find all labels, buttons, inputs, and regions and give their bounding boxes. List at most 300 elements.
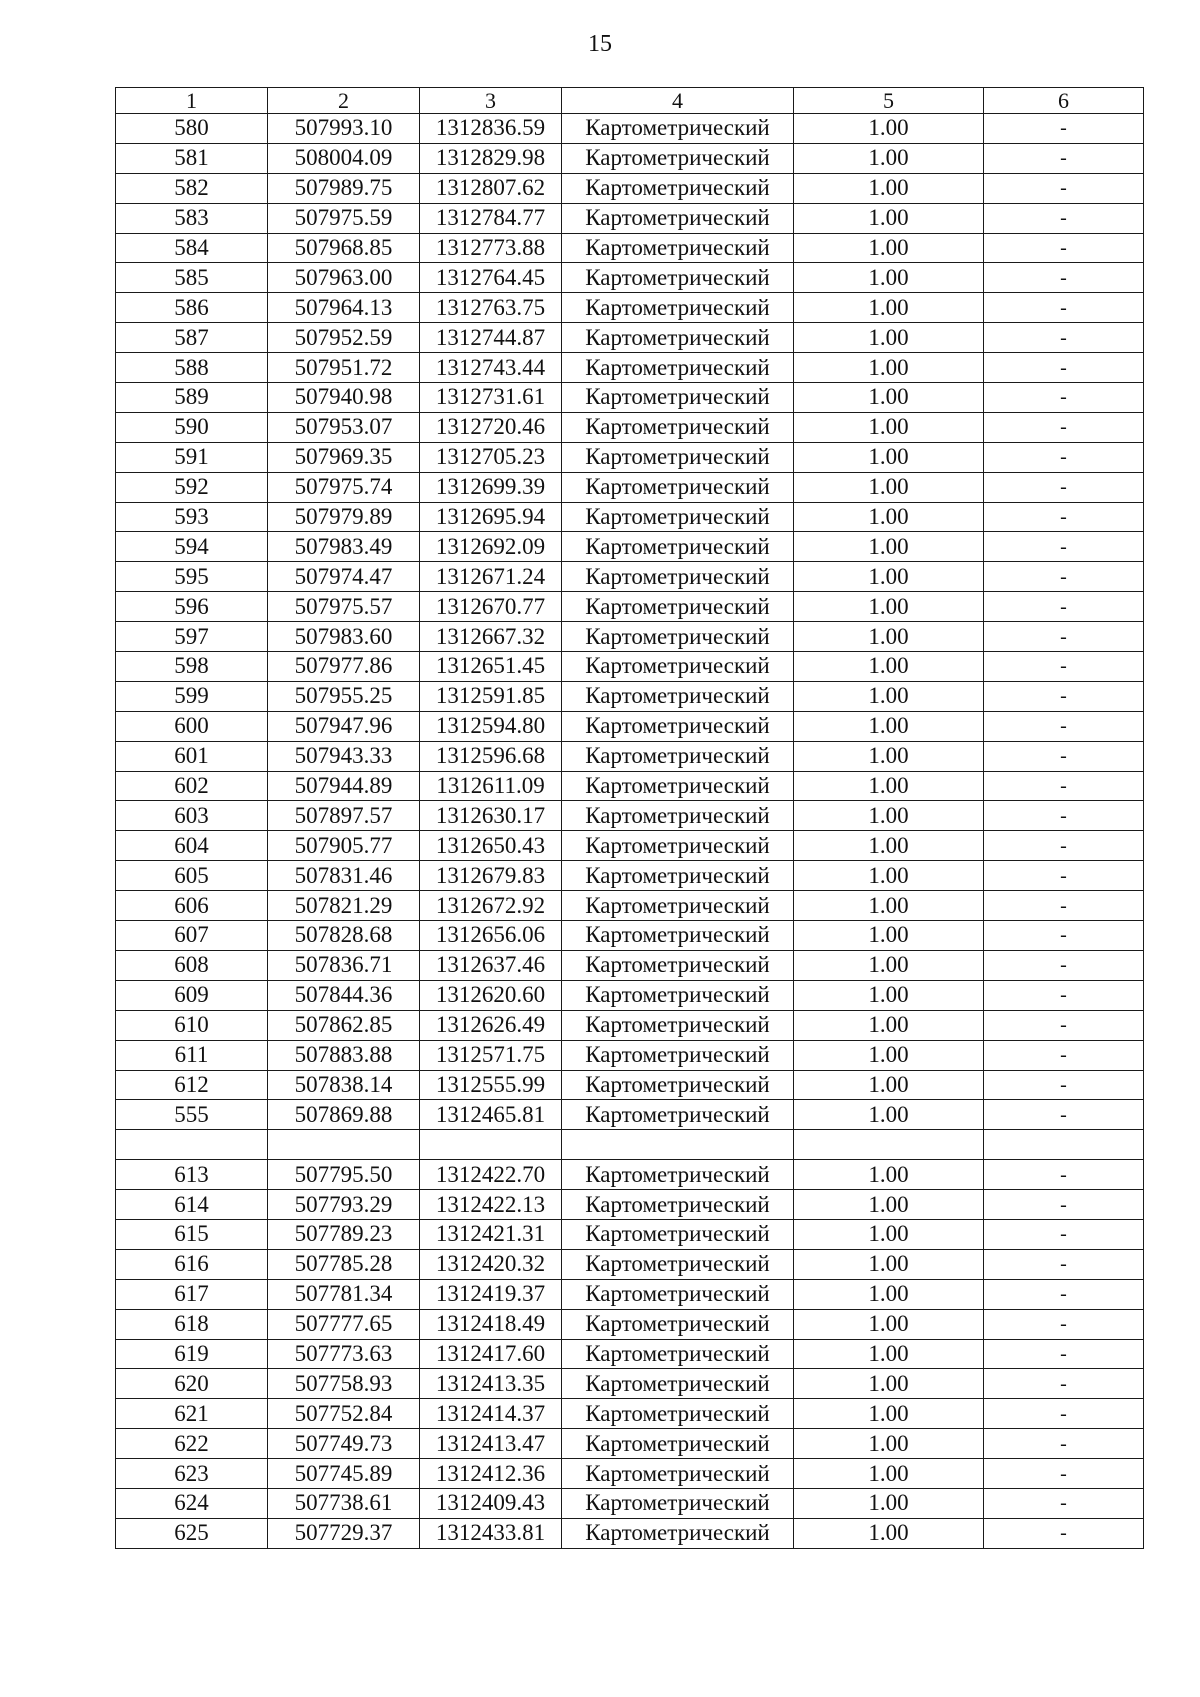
description-cell: - (984, 1518, 1144, 1548)
point-number-cell: 617 (116, 1279, 268, 1309)
y-coordinate-cell: 1312414.37 (420, 1399, 562, 1429)
description-cell: - (984, 1100, 1144, 1130)
point-number-cell: 593 (116, 502, 268, 532)
table-row (116, 1160, 1144, 1190)
accuracy-cell: 1.00 (794, 1190, 984, 1220)
table-row (116, 502, 1144, 532)
x-coordinate-cell: 507738.61 (268, 1488, 420, 1518)
x-coordinate-cell: 507983.49 (268, 532, 420, 562)
header-cell: 1 (116, 88, 268, 114)
accuracy-cell: 1.00 (794, 1010, 984, 1040)
description-cell: - (984, 1429, 1144, 1459)
method-cell: Картометрический (562, 562, 794, 592)
point-number-cell: 594 (116, 532, 268, 562)
point-number-cell: 612 (116, 1070, 268, 1100)
method-cell: Картометрический (562, 353, 794, 383)
accuracy-cell: 1.00 (794, 1369, 984, 1399)
accuracy-cell: 1.00 (794, 1459, 984, 1489)
y-coordinate-cell: 1312413.47 (420, 1429, 562, 1459)
method-cell: Картометрический (562, 143, 794, 173)
point-number-cell: 555 (116, 1100, 268, 1130)
description-cell: - (984, 771, 1144, 801)
point-number-cell: 608 (116, 950, 268, 980)
y-coordinate-cell: 1312626.49 (420, 1010, 562, 1040)
y-coordinate-cell: 1312611.09 (420, 771, 562, 801)
y-coordinate-cell: 1312764.45 (420, 263, 562, 293)
table-body (116, 88, 1144, 1549)
y-coordinate-cell: 1312465.81 (420, 1100, 562, 1130)
point-number-cell: 596 (116, 592, 268, 622)
table-row (116, 1100, 1144, 1130)
description-cell: - (984, 652, 1144, 682)
point-number-cell: 581 (116, 143, 268, 173)
table-row (116, 681, 1144, 711)
x-coordinate-cell: 507836.71 (268, 950, 420, 980)
coordinates-table (115, 87, 1144, 1549)
table-row (116, 1488, 1144, 1518)
point-number-cell: 625 (116, 1518, 268, 1548)
description-cell (984, 1130, 1144, 1160)
accuracy-cell: 1.00 (794, 1249, 984, 1279)
accuracy-cell: 1.00 (794, 263, 984, 293)
table-row (116, 353, 1144, 383)
accuracy-cell: 1.00 (794, 383, 984, 413)
point-number-cell: 599 (116, 681, 268, 711)
table-row (116, 1130, 1144, 1160)
method-cell: Картометрический (562, 741, 794, 771)
description-cell: - (984, 233, 1144, 263)
table-row (116, 831, 1144, 861)
method-cell: Картометрический (562, 801, 794, 831)
accuracy-cell: 1.00 (794, 622, 984, 652)
point-number-cell: 619 (116, 1339, 268, 1369)
y-coordinate-cell: 1312620.60 (420, 980, 562, 1010)
x-coordinate-cell: 507828.68 (268, 921, 420, 951)
method-cell: Картометрический (562, 1040, 794, 1070)
method-cell: Картометрический (562, 1518, 794, 1548)
y-coordinate-cell (420, 1130, 562, 1160)
point-number-cell: 589 (116, 383, 268, 413)
table-row (116, 1309, 1144, 1339)
table-row (116, 801, 1144, 831)
method-cell: Картометрический (562, 681, 794, 711)
description-cell: - (984, 263, 1144, 293)
method-cell: Картометрический (562, 263, 794, 293)
x-coordinate-cell: 507785.28 (268, 1249, 420, 1279)
y-coordinate-cell: 1312417.60 (420, 1339, 562, 1369)
accuracy-cell: 1.00 (794, 1429, 984, 1459)
accuracy-cell: 1.00 (794, 173, 984, 203)
table-row (116, 711, 1144, 741)
method-cell: Картометрический (562, 1160, 794, 1190)
x-coordinate-cell: 507789.23 (268, 1219, 420, 1249)
point-number-cell: 588 (116, 353, 268, 383)
description-cell: - (984, 622, 1144, 652)
point-number-cell: 587 (116, 323, 268, 353)
y-coordinate-cell: 1312630.17 (420, 801, 562, 831)
accuracy-cell: 1.00 (794, 652, 984, 682)
point-number-cell: 624 (116, 1488, 268, 1518)
description-cell: - (984, 1070, 1144, 1100)
x-coordinate-cell: 507989.75 (268, 173, 420, 203)
method-cell: Картометрический (562, 921, 794, 951)
accuracy-cell: 1.00 (794, 293, 984, 323)
description-cell: - (984, 1399, 1144, 1429)
y-coordinate-cell: 1312695.94 (420, 502, 562, 532)
description-cell: - (984, 592, 1144, 622)
description-cell: - (984, 1160, 1144, 1190)
method-cell: Картометрический (562, 383, 794, 413)
accuracy-cell: 1.00 (794, 711, 984, 741)
method-cell: Картометрический (562, 980, 794, 1010)
x-coordinate-cell: 507795.50 (268, 1160, 420, 1190)
y-coordinate-cell: 1312743.44 (420, 353, 562, 383)
description-cell: - (984, 383, 1144, 413)
table-row (116, 1399, 1144, 1429)
x-coordinate-cell: 507993.10 (268, 114, 420, 144)
x-coordinate-cell: 507975.57 (268, 592, 420, 622)
point-number-cell: 622 (116, 1429, 268, 1459)
header-cell: 5 (794, 88, 984, 114)
table-row (116, 562, 1144, 592)
point-number-cell: 598 (116, 652, 268, 682)
accuracy-cell: 1.00 (794, 1279, 984, 1309)
accuracy-cell: 1.00 (794, 831, 984, 861)
description-cell: - (984, 173, 1144, 203)
table-row (116, 592, 1144, 622)
table-row (116, 741, 1144, 771)
accuracy-cell: 1.00 (794, 921, 984, 951)
y-coordinate-cell: 1312731.61 (420, 383, 562, 413)
y-coordinate-cell: 1312656.06 (420, 921, 562, 951)
method-cell: Картометрический (562, 592, 794, 622)
x-coordinate-cell: 507752.84 (268, 1399, 420, 1429)
point-number-cell: 585 (116, 263, 268, 293)
accuracy-cell: 1.00 (794, 532, 984, 562)
y-coordinate-cell: 1312591.85 (420, 681, 562, 711)
table-row (116, 1429, 1144, 1459)
point-number-cell: 600 (116, 711, 268, 741)
y-coordinate-cell: 1312671.24 (420, 562, 562, 592)
accuracy-cell: 1.00 (794, 681, 984, 711)
method-cell: Картометрический (562, 472, 794, 502)
y-coordinate-cell: 1312422.13 (420, 1190, 562, 1220)
method-cell: Картометрический (562, 1309, 794, 1339)
header-cell: 2 (268, 88, 420, 114)
point-number-cell: 609 (116, 980, 268, 1010)
y-coordinate-cell: 1312409.43 (420, 1488, 562, 1518)
y-coordinate-cell: 1312670.77 (420, 592, 562, 622)
method-cell: Картометрический (562, 861, 794, 891)
method-cell: Картометрический (562, 203, 794, 233)
method-cell: Картометрический (562, 1279, 794, 1309)
table-row (116, 1010, 1144, 1040)
description-cell: - (984, 891, 1144, 921)
method-cell: Картометрический (562, 1488, 794, 1518)
description-cell: - (984, 412, 1144, 442)
method-cell: Картометрический (562, 173, 794, 203)
point-number-cell: 597 (116, 622, 268, 652)
y-coordinate-cell: 1312807.62 (420, 173, 562, 203)
accuracy-cell: 1.00 (794, 771, 984, 801)
method-cell: Картометрический (562, 891, 794, 921)
x-coordinate-cell: 507821.29 (268, 891, 420, 921)
y-coordinate-cell: 1312651.45 (420, 652, 562, 682)
table-row (116, 412, 1144, 442)
table-row (116, 532, 1144, 562)
point-number-cell: 611 (116, 1040, 268, 1070)
x-coordinate-cell: 508004.09 (268, 143, 420, 173)
x-coordinate-cell: 507955.25 (268, 681, 420, 711)
description-cell: - (984, 203, 1144, 233)
method-cell: Картометрический (562, 1100, 794, 1130)
point-number-cell: 607 (116, 921, 268, 951)
x-coordinate-cell: 507947.96 (268, 711, 420, 741)
y-coordinate-cell: 1312433.81 (420, 1518, 562, 1548)
y-coordinate-cell: 1312699.39 (420, 472, 562, 502)
x-coordinate-cell: 507969.35 (268, 442, 420, 472)
accuracy-cell: 1.00 (794, 412, 984, 442)
table-row (116, 442, 1144, 472)
y-coordinate-cell: 1312784.77 (420, 203, 562, 233)
description-cell: - (984, 293, 1144, 323)
x-coordinate-cell: 507953.07 (268, 412, 420, 442)
method-cell: Картометрический (562, 652, 794, 682)
point-number-cell: 621 (116, 1399, 268, 1429)
description-cell: - (984, 1249, 1144, 1279)
x-coordinate-cell: 507781.34 (268, 1279, 420, 1309)
accuracy-cell: 1.00 (794, 472, 984, 502)
y-coordinate-cell: 1312773.88 (420, 233, 562, 263)
accuracy-cell: 1.00 (794, 323, 984, 353)
method-cell: Картометрический (562, 293, 794, 323)
method-cell: Картометрический (562, 771, 794, 801)
accuracy-cell: 1.00 (794, 1309, 984, 1339)
table-row (116, 980, 1144, 1010)
description-cell: - (984, 1459, 1144, 1489)
x-coordinate-cell: 507905.77 (268, 831, 420, 861)
point-number-cell: 610 (116, 1010, 268, 1040)
method-cell: Картометрический (562, 622, 794, 652)
accuracy-cell: 1.00 (794, 203, 984, 233)
description-cell: - (984, 1010, 1144, 1040)
point-number-cell: 582 (116, 173, 268, 203)
point-number-cell: 623 (116, 1459, 268, 1489)
table-row (116, 921, 1144, 951)
y-coordinate-cell: 1312744.87 (420, 323, 562, 353)
description-cell: - (984, 502, 1144, 532)
accuracy-cell: 1.00 (794, 562, 984, 592)
table-row (116, 1040, 1144, 1070)
method-cell (562, 1130, 794, 1160)
table-row (116, 1249, 1144, 1279)
method-cell: Картометрический (562, 412, 794, 442)
table-row (116, 771, 1144, 801)
x-coordinate-cell: 507869.88 (268, 1100, 420, 1130)
accuracy-cell: 1.00 (794, 1488, 984, 1518)
table-row (116, 233, 1144, 263)
x-coordinate-cell: 507975.74 (268, 472, 420, 502)
table-row (116, 652, 1144, 682)
y-coordinate-cell: 1312420.32 (420, 1249, 562, 1279)
description-cell: - (984, 1040, 1144, 1070)
x-coordinate-cell: 507862.85 (268, 1010, 420, 1040)
method-cell: Картометрический (562, 532, 794, 562)
x-coordinate-cell: 507729.37 (268, 1518, 420, 1548)
point-number-cell: 591 (116, 442, 268, 472)
header-cell: 6 (984, 88, 1144, 114)
method-cell: Картометрический (562, 950, 794, 980)
point-number-cell: 592 (116, 472, 268, 502)
method-cell: Картометрический (562, 1429, 794, 1459)
description-cell: - (984, 562, 1144, 592)
method-cell: Картометрический (562, 831, 794, 861)
x-coordinate-cell: 507983.60 (268, 622, 420, 652)
y-coordinate-cell: 1312829.98 (420, 143, 562, 173)
accuracy-cell: 1.00 (794, 980, 984, 1010)
accuracy-cell: 1.00 (794, 1399, 984, 1429)
description-cell: - (984, 741, 1144, 771)
y-coordinate-cell: 1312596.68 (420, 741, 562, 771)
table-row (116, 114, 1144, 144)
accuracy-cell: 1.00 (794, 353, 984, 383)
point-number-cell: 602 (116, 771, 268, 801)
y-coordinate-cell: 1312836.59 (420, 114, 562, 144)
method-cell: Картометрический (562, 1070, 794, 1100)
description-cell: - (984, 1279, 1144, 1309)
accuracy-cell: 1.00 (794, 1040, 984, 1070)
point-number-cell: 615 (116, 1219, 268, 1249)
table-row (116, 1279, 1144, 1309)
accuracy-cell: 1.00 (794, 143, 984, 173)
header-cell: 3 (420, 88, 562, 114)
x-coordinate-cell: 507951.72 (268, 353, 420, 383)
method-cell: Картометрический (562, 1010, 794, 1040)
x-coordinate-cell: 507968.85 (268, 233, 420, 263)
point-number-cell: 586 (116, 293, 268, 323)
description-cell: - (984, 353, 1144, 383)
description-cell: - (984, 143, 1144, 173)
x-coordinate-cell: 507940.98 (268, 383, 420, 413)
header-cell: 4 (562, 88, 794, 114)
method-cell: Картометрический (562, 1369, 794, 1399)
description-cell: - (984, 1309, 1144, 1339)
method-cell: Картометрический (562, 1190, 794, 1220)
point-number-cell: 590 (116, 412, 268, 442)
point-number-cell: 606 (116, 891, 268, 921)
accuracy-cell: 1.00 (794, 861, 984, 891)
description-cell: - (984, 801, 1144, 831)
accuracy-cell: 1.00 (794, 950, 984, 980)
x-coordinate-cell: 507758.93 (268, 1369, 420, 1399)
description-cell: - (984, 921, 1144, 951)
x-coordinate-cell: 507844.36 (268, 980, 420, 1010)
method-cell: Картометрический (562, 1249, 794, 1279)
accuracy-cell: 1.00 (794, 1339, 984, 1369)
x-coordinate-cell: 507944.89 (268, 771, 420, 801)
description-cell: - (984, 1369, 1144, 1399)
method-cell: Картометрический (562, 114, 794, 144)
table-row (116, 1190, 1144, 1220)
description-cell: - (984, 861, 1144, 891)
description-cell: - (984, 980, 1144, 1010)
y-coordinate-cell: 1312412.36 (420, 1459, 562, 1489)
point-number-cell: 613 (116, 1160, 268, 1190)
method-cell: Картометрический (562, 1219, 794, 1249)
point-number-cell: 620 (116, 1369, 268, 1399)
table-row (116, 1070, 1144, 1100)
point-number-cell: 583 (116, 203, 268, 233)
y-coordinate-cell: 1312650.43 (420, 831, 562, 861)
method-cell: Картометрический (562, 1399, 794, 1429)
table-row (116, 173, 1144, 203)
table-row (116, 1219, 1144, 1249)
point-number-cell: 605 (116, 861, 268, 891)
table-row (116, 293, 1144, 323)
table-row (116, 143, 1144, 173)
y-coordinate-cell: 1312422.70 (420, 1160, 562, 1190)
y-coordinate-cell: 1312418.49 (420, 1309, 562, 1339)
x-coordinate-cell: 507745.89 (268, 1459, 420, 1489)
method-cell: Картометрический (562, 502, 794, 532)
method-cell: Картометрический (562, 1339, 794, 1369)
table-row (116, 622, 1144, 652)
method-cell: Картометрический (562, 442, 794, 472)
x-coordinate-cell: 507975.59 (268, 203, 420, 233)
table-row (116, 383, 1144, 413)
y-coordinate-cell: 1312571.75 (420, 1040, 562, 1070)
point-number-cell: 603 (116, 801, 268, 831)
x-coordinate-cell: 507793.29 (268, 1190, 420, 1220)
x-coordinate-cell: 507773.63 (268, 1339, 420, 1369)
x-coordinate-cell: 507952.59 (268, 323, 420, 353)
description-cell: - (984, 681, 1144, 711)
description-cell: - (984, 114, 1144, 144)
x-coordinate-cell: 507838.14 (268, 1070, 420, 1100)
point-number-cell: 601 (116, 741, 268, 771)
y-coordinate-cell: 1312419.37 (420, 1279, 562, 1309)
accuracy-cell: 1.00 (794, 801, 984, 831)
table-row (116, 203, 1144, 233)
y-coordinate-cell: 1312692.09 (420, 532, 562, 562)
table-row (116, 472, 1144, 502)
point-number-cell: 584 (116, 233, 268, 263)
point-number-cell: 618 (116, 1309, 268, 1339)
description-cell: - (984, 532, 1144, 562)
y-coordinate-cell: 1312637.46 (420, 950, 562, 980)
x-coordinate-cell: 507977.86 (268, 652, 420, 682)
description-cell: - (984, 711, 1144, 741)
y-coordinate-cell: 1312594.80 (420, 711, 562, 741)
accuracy-cell: 1.00 (794, 1219, 984, 1249)
accuracy-cell: 1.00 (794, 1518, 984, 1548)
table-row (116, 1339, 1144, 1369)
accuracy-cell: 1.00 (794, 233, 984, 263)
y-coordinate-cell: 1312705.23 (420, 442, 562, 472)
accuracy-cell: 1.00 (794, 502, 984, 532)
accuracy-cell: 1.00 (794, 1160, 984, 1190)
method-cell: Картометрический (562, 233, 794, 263)
point-number-cell: 616 (116, 1249, 268, 1279)
table-header-row (116, 88, 1144, 114)
x-coordinate-cell (268, 1130, 420, 1160)
y-coordinate-cell: 1312763.75 (420, 293, 562, 323)
x-coordinate-cell: 507749.73 (268, 1429, 420, 1459)
table-row (116, 1518, 1144, 1548)
method-cell: Картометрический (562, 711, 794, 741)
x-coordinate-cell: 507831.46 (268, 861, 420, 891)
x-coordinate-cell: 507897.57 (268, 801, 420, 831)
